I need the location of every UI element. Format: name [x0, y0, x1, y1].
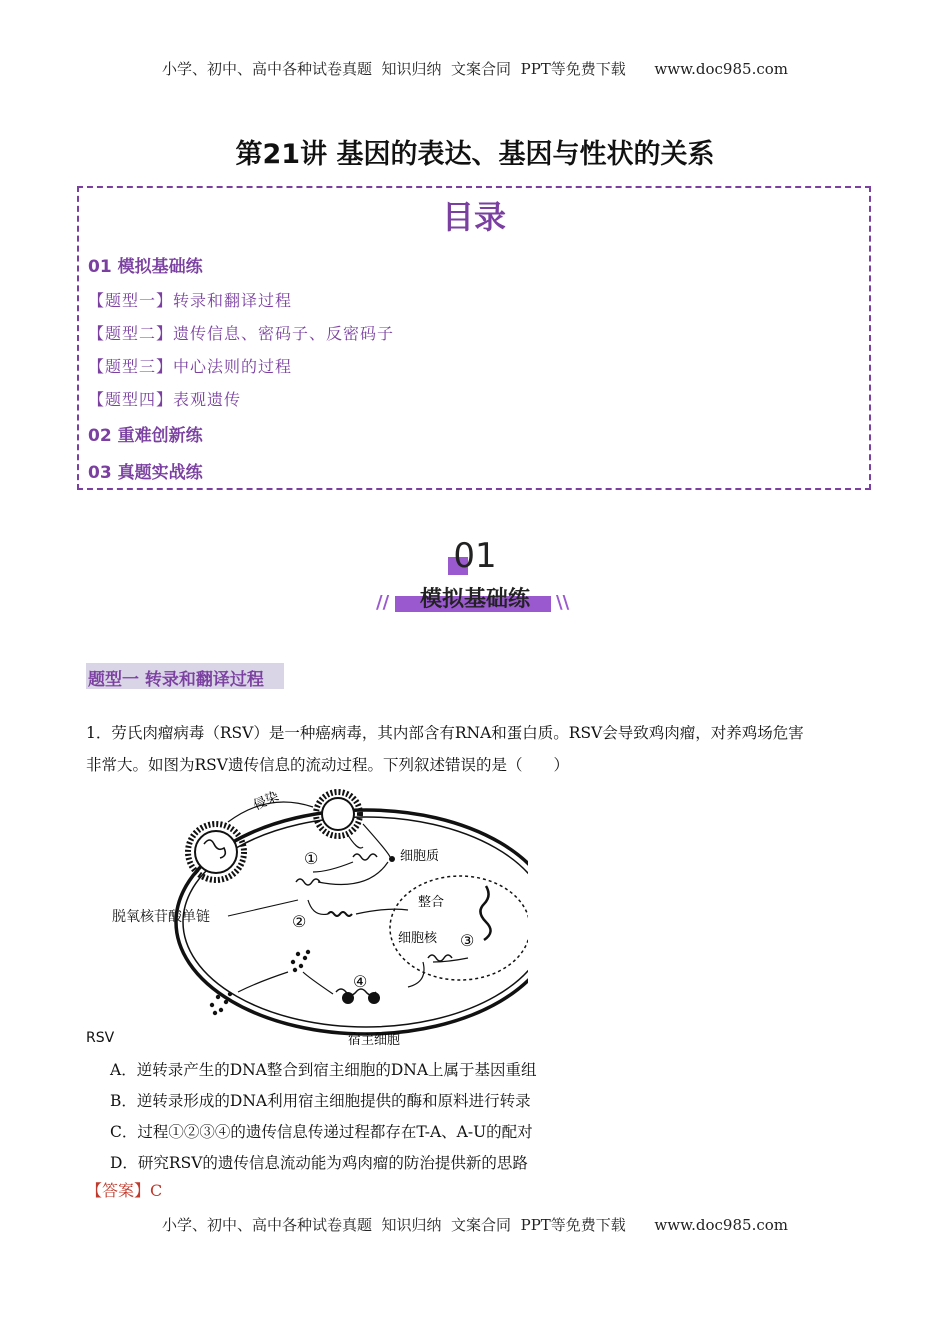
toc-item-type-1[interactable]: 【题型一】转录和翻译过程	[88, 291, 293, 310]
toc-item-type-2[interactable]: 【题型二】遗传信息、密码子、反密码子	[88, 324, 395, 343]
label-step-2: ②	[292, 912, 307, 931]
label-infect: 侵染	[251, 789, 282, 814]
section-number: 01	[453, 536, 497, 576]
section-slash-left: //	[376, 592, 390, 613]
toc-section-2[interactable]: 02 重难创新练	[88, 426, 203, 446]
viral-proteins	[291, 950, 310, 972]
question-line-1: 1．劳氏肉瘤病毒（RSV）是一种癌病毒，其内部含有RNA和蛋白质。RSV会导致鸡肉瘤，对养鸡场危害	[86, 724, 804, 742]
option-c[interactable]: C．过程①②③④的遗传信息传递过程都存在T-A、A-U的配对	[110, 1123, 533, 1141]
label-host-cell: 宿主细胞	[348, 1033, 401, 1048]
option-a[interactable]: A．逆转录产生的DNA整合到宿主细胞的DNA上属于基因重组	[110, 1061, 537, 1079]
page-footer: 小学、初中、高中各种试卷真题 知识归纳 文案合同 PPT等免费下载 www.doc985.com	[161, 1216, 788, 1234]
toc-item-type-4[interactable]: 【题型四】表观遗传	[88, 390, 242, 409]
answer-tag: 【答案】	[86, 1181, 151, 1200]
answer-value: C	[150, 1181, 163, 1200]
figure-caption-rsv: RSV	[86, 1030, 115, 1046]
toc-item-type-3[interactable]: 【题型三】中心法则的过程	[88, 357, 293, 376]
nucleus	[390, 876, 528, 980]
label-ssdna: 脱氧核苷酸单链	[112, 909, 210, 925]
double-strand-dna	[328, 912, 352, 916]
toc-section-3[interactable]: 03 真题实战练	[88, 463, 203, 483]
label-integrate: 整合	[418, 895, 445, 910]
option-d[interactable]: D．研究RSV的遗传信息流动能为鸡肉瘤的防治提供新的思路	[110, 1154, 528, 1172]
option-b[interactable]: B．逆转录形成的DNA利用宿主细胞提供的酶和原料进行转录	[110, 1092, 531, 1110]
entering-virus	[316, 792, 360, 836]
label-cytoplasm: 细胞质	[400, 849, 440, 864]
section-label: 模拟基础练	[419, 587, 530, 612]
viral-rna	[353, 854, 377, 860]
document-title: 第21讲 基因的表达、基因与性状的关系	[235, 139, 715, 170]
section-slash-right: \\	[556, 592, 570, 613]
answer-line	[86, 1178, 162, 1201]
label-nucleus: 细胞核	[398, 931, 438, 946]
type-heading: 题型一 转录和翻译过程	[88, 670, 264, 690]
question-line-2: 非常大。如图为RSV遗传信息的流动过程。下列叙述错误的是（ ）	[86, 756, 569, 774]
label-step-4: ④	[353, 972, 368, 991]
toc-section-1[interactable]: 01 模拟基础练	[88, 257, 203, 277]
label-step-3: ③	[460, 931, 475, 950]
toc-heading: 目录	[441, 198, 506, 236]
page-header: 小学、初中、高中各种试卷真题 知识归纳 文案合同 PPT等免费下载 www.doc985.com	[161, 60, 788, 78]
free-virus	[188, 824, 244, 880]
label-step-1: ①	[304, 849, 319, 868]
host-chromosome	[480, 886, 490, 940]
